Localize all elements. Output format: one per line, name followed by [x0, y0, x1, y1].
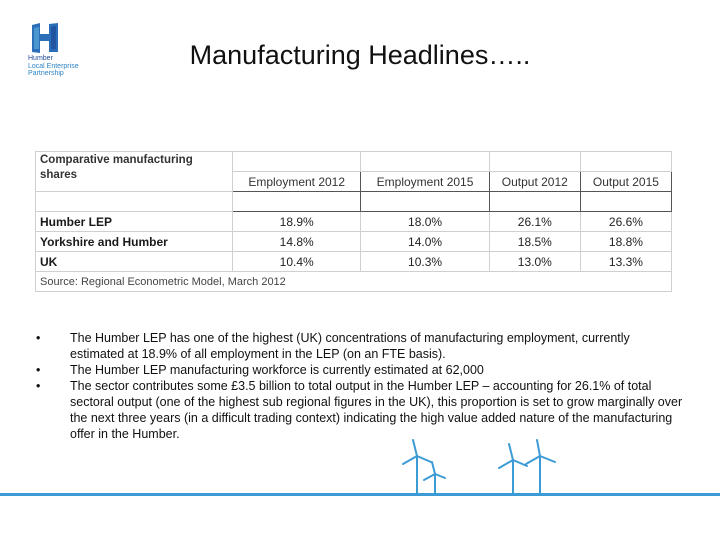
table-cell: 14.8%	[233, 232, 361, 252]
col-header: Output 2012	[489, 172, 580, 192]
table-cell: 26.1%	[489, 212, 580, 232]
empty-cell	[36, 192, 233, 212]
row-label: UK	[36, 252, 233, 272]
logo-line3: Partnership	[28, 70, 64, 77]
col-header: Output 2015	[580, 172, 671, 192]
empty-cell	[580, 192, 671, 212]
logo-line1: Humber	[28, 55, 53, 62]
comparative-shares-table	[35, 151, 672, 301]
bullet-text: The Humber LEP has one of the highest (UK) concentrations of manufacturing employment, currently estimated at 18.9% of all employment in the LEP (on an FTE basis).	[70, 331, 630, 361]
table-cell: 18.9%	[233, 212, 361, 232]
bullet-marker: •	[36, 379, 41, 393]
bullet-text: The Humber LEP manufacturing workforce is currently estimated at 62,000	[70, 363, 484, 377]
empty-cell	[361, 152, 489, 172]
table-cell: 10.4%	[233, 252, 361, 272]
row-label: Humber LEP	[36, 212, 233, 232]
caption-line1: Comparative manufacturing	[40, 154, 193, 166]
empty-cell	[489, 192, 580, 212]
empty-cell	[233, 192, 361, 212]
footer-divider	[0, 493, 720, 496]
row-label: Yorkshire and Humber	[36, 232, 233, 252]
table-cell: 26.6%	[580, 212, 671, 232]
bullet-list	[36, 330, 684, 442]
empty-cell	[361, 192, 489, 212]
bullet-item	[36, 362, 684, 378]
col-header: Employment 2012	[233, 172, 361, 192]
table-cell: 14.0%	[361, 232, 489, 252]
table-cell: 18.5%	[489, 232, 580, 252]
empty-cell	[489, 152, 580, 172]
table-cell: 10.3%	[361, 252, 489, 272]
wind-turbines-icon	[395, 438, 575, 498]
col-header: Employment 2015	[361, 172, 489, 192]
bullet-item	[36, 378, 684, 442]
bullet-item	[36, 330, 684, 362]
page-title: Manufacturing Headlines…..	[189, 40, 531, 70]
table-cell: 18.8%	[580, 232, 671, 252]
table-cell: 13.3%	[580, 252, 671, 272]
bullet-marker: •	[36, 363, 41, 377]
empty-cell	[233, 152, 361, 172]
table-cell: 18.0%	[361, 212, 489, 232]
empty-cell	[580, 152, 671, 172]
logo-line2: Local Enterprise	[28, 62, 79, 70]
bullet-marker: •	[36, 331, 41, 345]
table-source: Source: Regional Econometric Model, March 2012	[36, 272, 672, 292]
table-cell: 13.0%	[489, 252, 580, 272]
table-caption	[36, 152, 233, 192]
bullet-text: The sector contributes some £3.5 billion to total output in the Humber LEP – accounting for 26.1% of total sectoral output (one of the highest sub regional figures in the UK), this proportion is set to grow marginally over the next three years (in a difficult trading context) indicating the high value added nature of the manufacturing offer in the Humber.	[70, 379, 683, 441]
caption-line2: shares	[40, 169, 78, 181]
